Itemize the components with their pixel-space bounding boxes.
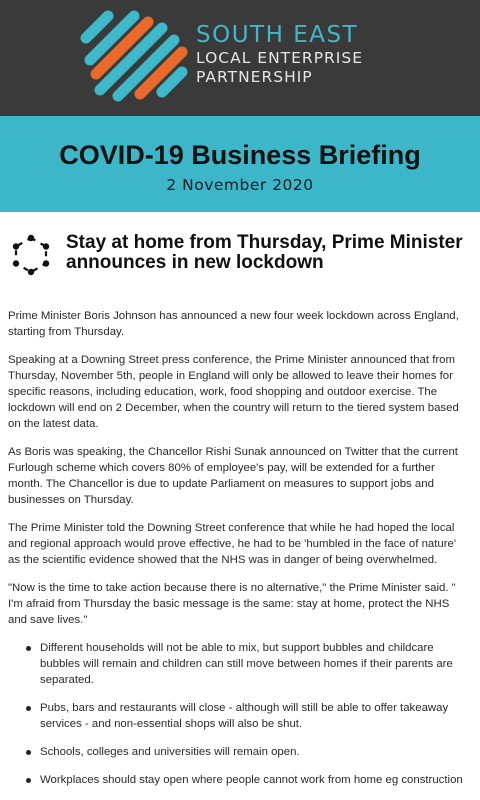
paragraph: As Boris was speaking, the Chancellor Rishi Sunak announced on Twitter that the current Furlough scheme which covers 80% of employee's pay, will be extended for a further month. The Chancellor is due to update Parliament on measures to support jobs and businesses on Thursday.: [8, 446, 458, 506]
brand-wordmark: [196, 22, 363, 87]
lockdown-rules-list: [8, 640, 470, 788]
article-header: [0, 224, 480, 284]
briefing-title-band: [0, 116, 480, 212]
list-item: Workplaces should stay open where people cannot work from home eg construction: [8, 772, 470, 788]
list-item: Different households will not be able to mix, but support bubbles and childcare bubbles will remain and children can still move between homes if their parents are separated.: [8, 640, 470, 688]
paragraph: "Now is the time to take action because there is no alternative," the Prime Minister said. " I'm afraid from Thursday the basic message is the same: stay at home, protect the NHS and save lives.": [8, 582, 456, 626]
brand-line-local-enterprise: LOCAL ENTERPRISE: [196, 49, 364, 67]
article-headline: Stay at home from Thursday, Prime Minister announces in new lockdown: [66, 232, 463, 273]
slep-logo-icon: [78, 8, 190, 108]
brand-line-partnership: PARTNERSHIP: [196, 68, 313, 86]
paragraph: The Prime Minister told the Downing Street conference that while he had hoped the local and regional approach would prove effective, he had to be 'humbled in the face of nature' as the scientific evidence showed that the NHS was in danger of being overwhelmed.: [8, 522, 457, 566]
list-item: Pubs, bars and restaurants will close - although will still be able to offer takeaway services - and non-essential shops will also be shut.: [8, 700, 470, 732]
paragraph: Prime Minister Boris Johnson has announced a new four week lockdown across England, starting from Thursday.: [8, 310, 459, 338]
header-banner: [0, 0, 480, 116]
network-icon: [10, 234, 52, 276]
briefing-title: COVID-19 Business Briefing: [59, 140, 421, 170]
briefing-date: 2 November 2020: [166, 176, 314, 194]
list-item: Schools, colleges and universities will remain open.: [8, 744, 470, 760]
brand-line-south-east: SOUTH EAST: [196, 22, 359, 48]
paragraph: Speaking at a Downing Street press conference, the Prime Minister announced that from Thursday, November 5th, people in England will only be allowed to leave their homes for specific reasons, including education, work, food shopping and outdoor exercise. The lockdown will end on 2 December, when the country will return to the tiered system based on the latest data.: [8, 354, 459, 430]
article-body: [8, 308, 470, 800]
